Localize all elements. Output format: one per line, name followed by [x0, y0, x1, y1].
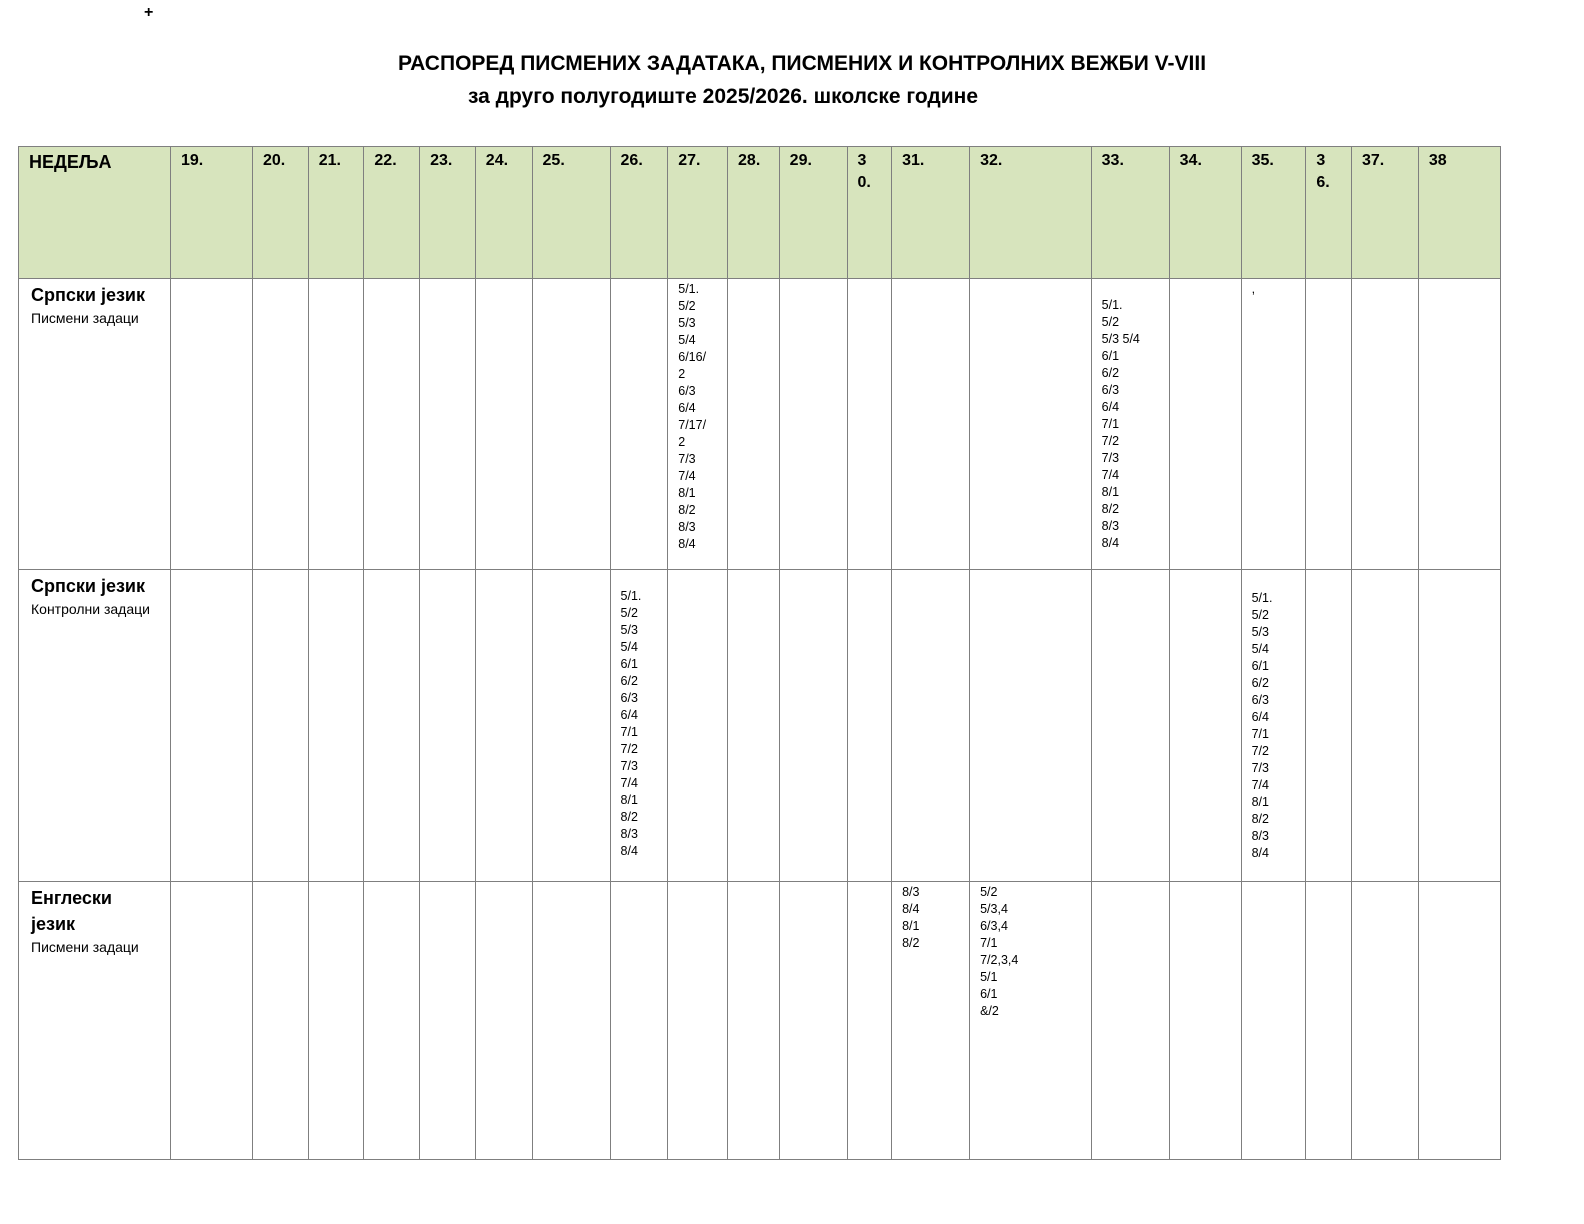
- header-cell: [170, 147, 252, 279]
- table-cell: [170, 882, 252, 1160]
- header-cell: [610, 147, 668, 279]
- table-cell: [668, 882, 728, 1160]
- week-number: 24.: [485, 152, 509, 169]
- table-cell: [170, 570, 252, 882]
- document-title: РАСПОРЕД ПИСМЕНИХ ЗАДАТАКА, ПИСМЕНИХ И КОНТРОЛНИХ ВЕЖБИ V-VIII: [398, 52, 1207, 75]
- table-cell: [1241, 882, 1306, 1160]
- week-number: 29.: [789, 152, 812, 169]
- subject-name: Српски језик: [31, 576, 145, 596]
- header-cell: [847, 147, 892, 279]
- class-list: 5/1. 5/2 5/3 5/4 6/1 6/2 6/3 6/4 7/1 7/2 7/3 7/4 8/1 8/2 8/3 8/4: [620, 589, 642, 858]
- week-number: 23.: [430, 152, 453, 169]
- table-cell: [1091, 570, 1169, 882]
- week-number: 22.: [374, 152, 397, 169]
- week-number: 28.: [738, 152, 761, 169]
- table-cell: [1091, 279, 1169, 570]
- table-cell: [1306, 570, 1352, 882]
- table-cell: [728, 279, 780, 570]
- table-cell: [668, 279, 728, 570]
- header-cell: [779, 147, 847, 279]
- table-cell: [970, 570, 1092, 882]
- table-cell: [252, 570, 308, 882]
- table-cell: [1306, 882, 1352, 1160]
- header-cell: [308, 147, 364, 279]
- header-cell: [420, 147, 476, 279]
- table-cell: [1351, 882, 1418, 1160]
- week-number: 37.: [1361, 152, 1385, 169]
- header-cell: [1418, 147, 1500, 279]
- table-row: [19, 882, 1501, 1160]
- week-number: 25.: [542, 152, 565, 169]
- table-cell: [610, 279, 668, 570]
- header-cell: [1351, 147, 1418, 279]
- header-row: [19, 147, 1501, 279]
- table-cell: [610, 882, 668, 1160]
- table-cell: [532, 279, 610, 570]
- table-cell: [1306, 279, 1352, 570]
- header-cell: [728, 147, 780, 279]
- table-cell: [1091, 882, 1169, 1160]
- header-cell-week: [19, 147, 171, 279]
- week-number: 32.: [980, 152, 1003, 169]
- table-cell: [1241, 570, 1306, 882]
- week-number: 19.: [180, 152, 204, 169]
- table-cell: [970, 279, 1092, 570]
- header-cell: [252, 147, 308, 279]
- table-cell: [847, 882, 892, 1160]
- table-cell: [847, 279, 892, 570]
- week-number: 30.: [857, 152, 871, 191]
- table-cell: [1169, 882, 1241, 1160]
- assessment-type: Контролни задаци: [31, 601, 150, 617]
- table-cell: [252, 882, 308, 1160]
- header-cell: [1091, 147, 1169, 279]
- table-cell: [364, 882, 420, 1160]
- table-cell: [252, 279, 308, 570]
- table-cell: [420, 570, 476, 882]
- table-cell: [1418, 279, 1500, 570]
- subject-cell: [19, 882, 171, 1160]
- table-cell: [779, 279, 847, 570]
- table-cell: [779, 882, 847, 1160]
- table-cell: [610, 570, 668, 882]
- table-cell: [532, 570, 610, 882]
- header-cell: [364, 147, 420, 279]
- table-cell: [779, 570, 847, 882]
- subject-name: Енглески језик: [31, 888, 112, 934]
- table-cell: [1418, 570, 1500, 882]
- class-list: 5/1. 5/2 5/3 5/4 6/16/ 2 6/3 6/4 7/17/ 2 7/3 7/4 8/1 8/2 8/3 8/4: [678, 282, 707, 551]
- class-list: 5/1. 5/2 5/3 5/4 6/1 6/2 6/3 6/4 7/1 7/2 7/3 7/4 8/1 8/2 8/3 8/4: [1101, 298, 1140, 550]
- week-number: 31.: [902, 152, 925, 169]
- week-number: 38: [1428, 152, 1447, 169]
- table-cell: [970, 882, 1092, 1160]
- header-cell: [532, 147, 610, 279]
- class-list: 5/2 5/3,4 6/3,4 7/1 7/2,3,4 5/1 6/1 &/2: [980, 885, 1019, 1018]
- subject-cell: [19, 570, 171, 882]
- table-cell: [847, 570, 892, 882]
- table-cell: [1351, 570, 1418, 882]
- table-cell: [475, 882, 532, 1160]
- table-cell: [1351, 279, 1418, 570]
- week-number: 21.: [318, 152, 341, 169]
- document-subtitle: за друго полугодиште 2025/2026. школске године: [468, 85, 979, 108]
- table-cell: [364, 279, 420, 570]
- class-list: ,: [1251, 282, 1256, 296]
- table-cell: [892, 570, 970, 882]
- schedule-table: [18, 146, 1501, 1160]
- table-cell: [308, 882, 364, 1160]
- table-cell: [1241, 279, 1306, 570]
- header-cell: [1306, 147, 1352, 279]
- table-cell: [1169, 570, 1241, 882]
- table-cell: [892, 882, 970, 1160]
- header-week-label: НЕДЕЉА: [29, 152, 112, 172]
- table-cell: [728, 570, 780, 882]
- plus-marker: +: [144, 4, 154, 21]
- table-cell: [532, 882, 610, 1160]
- header-cell: [1241, 147, 1306, 279]
- class-list: 5/1. 5/2 5/3 5/4 6/1 6/2 6/3 6/4 7/1 7/2 7/3 7/4 8/1 8/2 8/3 8/4: [1251, 591, 1273, 860]
- week-number: 26.: [620, 152, 643, 169]
- table-cell: [170, 279, 252, 570]
- header-cell: [668, 147, 728, 279]
- table-cell: [668, 570, 728, 882]
- assessment-type: Писмени задаци: [31, 310, 139, 326]
- week-number: 20.: [262, 152, 286, 169]
- table-cell: [475, 279, 532, 570]
- table-cell: [420, 279, 476, 570]
- week-number: 34.: [1179, 152, 1202, 169]
- subject-cell: [19, 279, 171, 570]
- table-row: [19, 279, 1501, 570]
- week-number: 36.: [1316, 152, 1330, 191]
- header-cell: [475, 147, 532, 279]
- assessment-type: Писмени задаци: [31, 939, 139, 955]
- table-cell: [1169, 279, 1241, 570]
- table-cell: [420, 882, 476, 1160]
- table-cell: [308, 570, 364, 882]
- week-number: 27.: [678, 152, 701, 169]
- table-cell: [308, 279, 364, 570]
- header-cell: [892, 147, 970, 279]
- table-cell: [892, 279, 970, 570]
- header-cell: [970, 147, 1092, 279]
- subject-name: Српски језик: [31, 285, 145, 305]
- table-cell: [1418, 882, 1500, 1160]
- class-list: 8/3 8/4 8/1 8/2: [902, 885, 920, 950]
- table-row: [19, 570, 1501, 882]
- table-cell: [728, 882, 780, 1160]
- week-number: 35.: [1251, 152, 1274, 169]
- header-cell: [1169, 147, 1241, 279]
- week-number: 33.: [1101, 152, 1124, 169]
- table-cell: [364, 570, 420, 882]
- table-cell: [475, 570, 532, 882]
